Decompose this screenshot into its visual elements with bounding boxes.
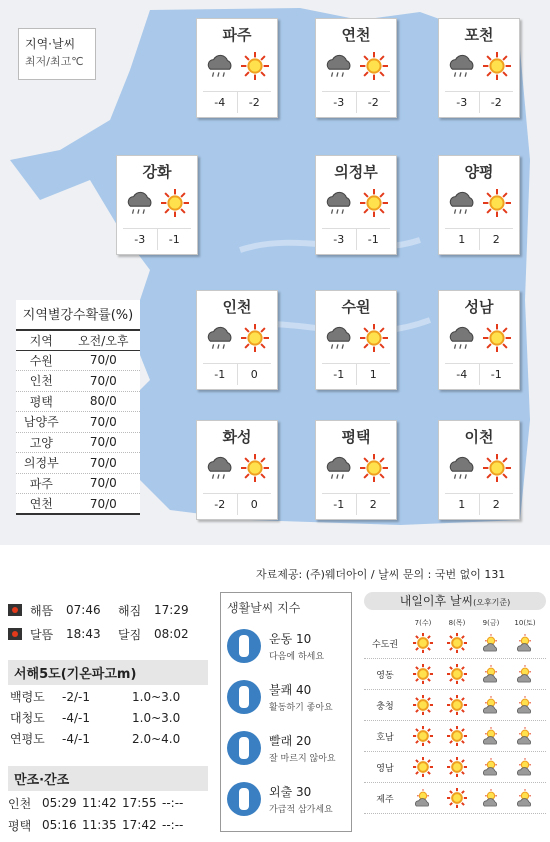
life-index-name: 운동 10	[269, 631, 312, 646]
wave-height: 1.0~3.0	[132, 689, 181, 704]
city-card	[315, 18, 397, 118]
tide-time: --:--	[162, 818, 184, 832]
city-card	[315, 420, 397, 520]
table-row	[8, 792, 208, 814]
city-card	[438, 155, 520, 255]
sun-icon	[359, 51, 389, 85]
rain-prob-value: 70/0	[67, 371, 140, 392]
moon-row	[8, 622, 208, 646]
moonrise-time: 18:43	[66, 627, 101, 641]
rain-icon	[323, 50, 355, 86]
rain-prob-value: 70/0	[67, 494, 140, 515]
rain-icon	[446, 452, 478, 488]
tide-time: 17:42	[122, 818, 157, 832]
forecast-region: 제주	[376, 794, 394, 805]
forecast-day-label: 7(수)	[414, 619, 432, 627]
city-name: 강화	[142, 163, 172, 181]
partly-cloudy-icon	[508, 756, 542, 778]
table-row	[364, 721, 546, 752]
sun-icon	[359, 453, 389, 487]
rain-prob-value: 70/0	[67, 412, 140, 433]
max-temp: 2	[492, 233, 500, 246]
life-index-desc: 다음에 하세요	[269, 651, 325, 662]
min-temp: -3	[445, 92, 480, 113]
partly-cloudy-icon	[474, 663, 508, 685]
partly-cloudy-icon	[474, 756, 508, 778]
tide-time: --:--	[162, 796, 184, 810]
city-name: 포천	[464, 26, 494, 44]
max-temp: -2	[490, 96, 502, 109]
list-item	[221, 722, 351, 773]
tide-time: 11:42	[82, 796, 117, 810]
max-temp: 2	[492, 498, 500, 511]
city-card	[315, 290, 397, 390]
sun-icon	[440, 663, 474, 685]
table-row	[16, 371, 140, 392]
city-card	[196, 18, 278, 118]
island-temp: -4/-1	[62, 731, 90, 746]
city-card	[438, 420, 520, 520]
life-index-title: 생활날씨 지수	[227, 601, 301, 615]
region-name: 의정부	[16, 453, 67, 474]
map-legend	[18, 28, 96, 80]
list-item	[221, 671, 351, 722]
sun-icon	[406, 725, 440, 747]
city-card	[438, 18, 520, 118]
region-name: 연천	[16, 494, 67, 515]
rain-icon	[323, 187, 355, 223]
tide-location: 평택	[8, 818, 32, 833]
sunset-time: 17:29	[154, 603, 189, 617]
city-name: 평택	[341, 428, 371, 446]
sun-icon	[359, 323, 389, 357]
forecast-region: 영동	[376, 670, 394, 681]
moonrise-icon	[8, 628, 22, 640]
min-temp: -3	[322, 229, 357, 250]
tide-time: 05:29	[42, 796, 77, 810]
rain-icon	[204, 50, 236, 86]
max-temp: 0	[250, 368, 258, 381]
sun-icon	[406, 663, 440, 685]
life-weather-index	[220, 592, 352, 832]
table-row	[8, 728, 208, 749]
rain-icon	[446, 50, 478, 86]
table-row	[364, 628, 546, 659]
max-temp: -2	[248, 96, 260, 109]
min-temp: -3	[123, 229, 158, 250]
sea-section-title: 서해5도(기온파고m)	[8, 660, 208, 685]
max-temp: -1	[168, 233, 180, 246]
partly-cloudy-icon	[508, 694, 542, 716]
sun-icon	[240, 51, 270, 85]
island-temp: -4/-1	[62, 710, 90, 725]
sunrise-label: 해뜸	[30, 603, 54, 618]
region-name: 인천	[16, 371, 67, 392]
sun-moon-times	[8, 598, 208, 646]
table-row	[16, 453, 140, 474]
discomfort-icon	[227, 680, 261, 714]
min-temp: -2	[203, 494, 238, 515]
table-row	[364, 752, 546, 783]
rain-icon	[446, 187, 478, 223]
sunrise-time: 07:46	[66, 603, 101, 617]
forecast-subtitle: (오후기준)	[473, 598, 511, 607]
legend-unit: 최저/최고℃	[25, 55, 84, 68]
city-name: 이천	[464, 428, 494, 446]
min-temp: -3	[322, 92, 357, 113]
table-row	[16, 391, 140, 412]
forecast-region: 호남	[376, 732, 394, 743]
max-temp: 2	[369, 498, 377, 511]
tide-time: 05:16	[42, 818, 77, 832]
region-name: 수원	[16, 350, 67, 371]
region-name: 남양주	[16, 412, 67, 433]
city-card	[116, 155, 198, 255]
table-row	[364, 783, 546, 814]
tide-location: 인천	[8, 796, 32, 811]
rain-icon	[323, 322, 355, 358]
min-temp: -1	[203, 364, 238, 385]
forecast-region: 충청	[376, 701, 394, 712]
forecast-day-label: 10(토)	[514, 619, 536, 627]
moonset-time: 08:02	[154, 627, 189, 641]
max-temp: -2	[367, 96, 379, 109]
city-name: 파주	[222, 26, 252, 44]
rain-icon	[124, 187, 156, 223]
sunset-label: 해짐	[118, 603, 142, 618]
table-row	[16, 412, 140, 433]
life-index-desc: 활동하기 좋아요	[269, 702, 333, 713]
life-index-desc: 잘 마르지 않아요	[269, 753, 336, 764]
rain-prob-header-region: 지역	[16, 330, 67, 350]
moonset-label: 달짐	[118, 627, 142, 642]
city-card	[196, 420, 278, 520]
sun-icon	[240, 453, 270, 487]
sun-icon	[440, 756, 474, 778]
partly-cloudy-icon	[474, 632, 508, 654]
rain-prob-title: 지역별강수확률(%)	[22, 308, 134, 323]
city-name: 성남	[464, 298, 494, 316]
life-index-name: 불쾌 40	[269, 682, 312, 697]
wave-height: 2.0~4.0	[132, 731, 181, 746]
future-forecast	[364, 592, 546, 832]
partly-cloudy-icon	[474, 725, 508, 747]
sun-icon	[440, 694, 474, 716]
sea-table	[8, 686, 208, 749]
partly-cloudy-icon	[508, 725, 542, 747]
table-row	[16, 432, 140, 453]
city-name: 연천	[341, 26, 371, 44]
sun-icon	[440, 632, 474, 654]
min-temp: -1	[322, 364, 357, 385]
forecast-region: 수도권	[371, 639, 399, 650]
life-index-name: 빨래 20	[269, 733, 312, 748]
max-temp: 1	[369, 368, 377, 381]
city-name: 수원	[341, 298, 371, 316]
sun-icon	[482, 323, 512, 357]
sun-icon	[482, 453, 512, 487]
sun-icon	[440, 787, 474, 809]
partly-cloudy-icon	[406, 787, 440, 809]
region-name: 파주	[16, 473, 67, 494]
sun-icon	[406, 694, 440, 716]
forecast-day-label: 9(금)	[482, 619, 500, 627]
forecast-header	[364, 592, 546, 610]
sun-row	[8, 598, 208, 622]
data-source-note: 자료제공: (주)웨더아이 / 날씨 문의 : 국번 없이 131	[256, 568, 506, 581]
min-temp: 1	[445, 229, 480, 250]
sun-icon	[440, 725, 474, 747]
max-temp: -1	[367, 233, 379, 246]
laundry-icon	[227, 731, 261, 765]
forecast-title: 내일이후 날씨	[399, 594, 474, 608]
region-name: 평택	[16, 391, 67, 412]
city-name: 인천	[222, 298, 252, 316]
tide-section-title: 만조·간조	[8, 766, 208, 791]
tide-table	[8, 792, 208, 836]
sun-icon	[406, 756, 440, 778]
tide-time: 17:55	[122, 796, 157, 810]
rain-icon	[204, 452, 236, 488]
city-name: 의정부	[334, 163, 378, 181]
rain-prob-value: 80/0	[67, 391, 140, 412]
rain-icon	[446, 322, 478, 358]
legend-title: 지역·날씨	[25, 37, 76, 51]
table-row	[16, 473, 140, 494]
life-index-name: 외출 30	[269, 784, 312, 799]
island-name: 백령도	[10, 690, 45, 704]
city-name: 화성	[222, 428, 252, 446]
outing-icon	[227, 782, 261, 816]
partly-cloudy-icon	[474, 694, 508, 716]
rain-prob-header-ampm: 오전/오후	[67, 330, 140, 350]
min-temp: -4	[203, 92, 238, 113]
list-item	[221, 773, 351, 824]
partly-cloudy-icon	[474, 787, 508, 809]
max-temp: 0	[250, 498, 258, 511]
sun-icon	[160, 188, 190, 222]
table-row	[8, 686, 208, 707]
min-temp: -4	[445, 364, 480, 385]
rain-probability-table	[16, 300, 140, 515]
table-row	[364, 659, 546, 690]
list-item	[221, 620, 351, 671]
life-index-desc: 가급적 삼가세요	[269, 804, 333, 815]
forecast-days	[364, 618, 546, 628]
moonrise-label: 달뜸	[30, 627, 54, 642]
region-name: 고양	[16, 432, 67, 453]
forecast-region: 영남	[376, 763, 394, 774]
island-name: 대청도	[10, 711, 45, 725]
sun-icon	[359, 188, 389, 222]
partly-cloudy-icon	[508, 787, 542, 809]
island-name: 연평도	[10, 732, 45, 746]
rain-prob-value: 70/0	[67, 350, 140, 371]
forecast-day-label: 8(목)	[448, 619, 466, 627]
sun-icon	[482, 188, 512, 222]
partly-cloudy-icon	[508, 663, 542, 685]
city-card	[438, 290, 520, 390]
rain-prob-value: 70/0	[67, 453, 140, 474]
sun-icon	[240, 323, 270, 357]
exercise-icon	[227, 629, 261, 663]
table-row	[16, 494, 140, 515]
partly-cloudy-icon	[508, 632, 542, 654]
rain-icon	[323, 452, 355, 488]
sun-icon	[482, 51, 512, 85]
rain-prob-value: 70/0	[67, 432, 140, 453]
max-temp: -1	[490, 368, 502, 381]
rain-icon	[204, 322, 236, 358]
table-row	[364, 690, 546, 721]
table-row	[8, 707, 208, 728]
city-card	[315, 155, 397, 255]
wave-height: 1.0~3.0	[132, 710, 181, 725]
tide-time: 11:35	[82, 818, 117, 832]
sunrise-icon	[8, 604, 22, 616]
city-name: 양평	[464, 163, 494, 181]
min-temp: -1	[322, 494, 357, 515]
sun-icon	[406, 632, 440, 654]
island-temp: -2/-1	[62, 689, 90, 704]
min-temp: 1	[445, 494, 480, 515]
city-card	[196, 290, 278, 390]
table-row	[16, 350, 140, 371]
rain-prob-value: 70/0	[67, 473, 140, 494]
table-row	[8, 814, 208, 836]
